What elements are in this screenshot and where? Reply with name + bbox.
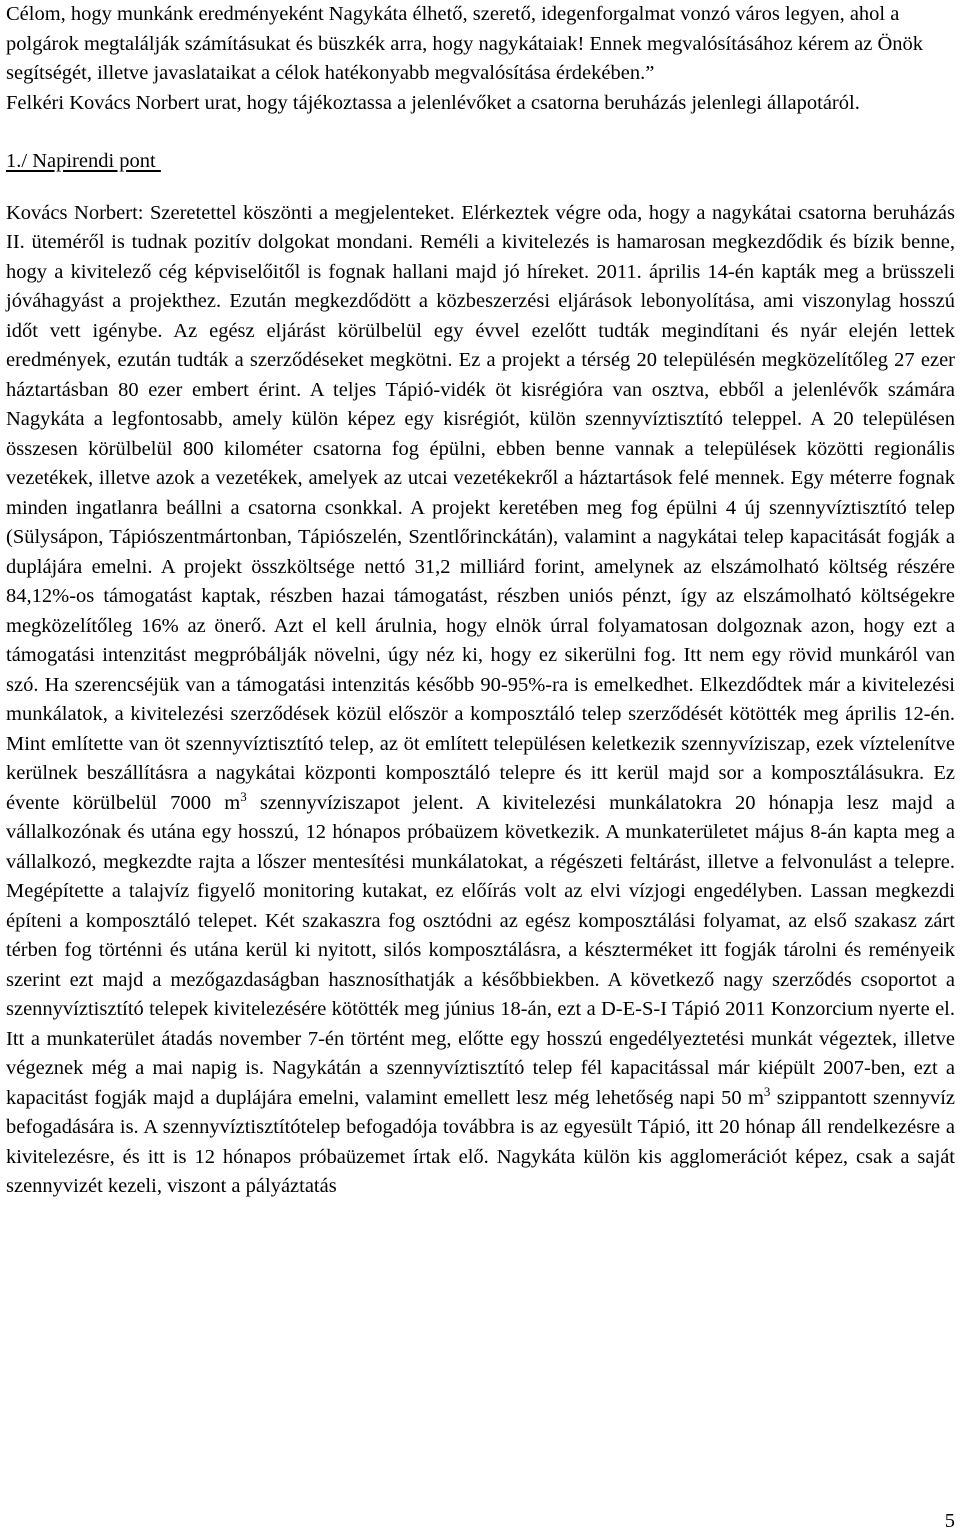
agenda-item-body — [6, 199, 955, 1202]
intro-paragraph-quote: Célom, hogy munkánk eredményeként Nagykáta élhető, szerető, idegenforgalmat vonzó város legyen, ahol a polgárok megtalálják számításukat és büszkék arra, hogy nagykátaiak! Ennek megvalósításához kérem az Önök segítségét, illetve javaslataikat a célok hatékonyabb megvalósítása érdekében.” — [6, 3, 924, 84]
cubic-superscript-2: 3 — [763, 1083, 771, 1099]
body-text-part-1: Kovács Norbert: Szeretettel köszönti a megjelenteket. Elérkeztek végre oda, hogy a nagykátai csatorna beruházás II. üteméről is tudnak pozitív dolgokat mondani. Reméli a kivitelezés is hamarosan megkezdődik és bízik benne, hogy a kivitelező cég képviselőitől is fognak hallani majd jó híreket. 2011. április 14-én kapták meg a brüsszeli jóváhagyást a projekthez. Ezután megkezdődött a közbeszerzési eljárások lebonyolítása, ami viszonylag hosszú időt vett igénybe. Az egész eljárást körülbelül egy évvel ezelőtt tudták megindítani és nyár elején lettek eredmények, ezután tudták a szerződéseket megkötni. Ez a projekt a térség 20 településén megközelítőleg 27 ezer háztartásban 80 ezer embert érint. A teljes Tápió-vidék öt kisrégióra van osztva, ebből a jelenlévők számára Nagykáta a legfontosabb, amely külön képez egy kisrégiót, külön szennyvíztisztító teleppel. A 20 településen összesen körülbelül 800 kilométer csatorna fog épülni, ebben benne vannak a települések közötti regionális vezetékek, illetve azok a vezetékek, amelyek az utcai vezetékekről a háztartások felé mennek. Egy méterre fognak minden ingatlanra beállni a csatorna csonkkal. A projekt keretében meg fog épülni 4 új szennyvíztisztító telep (Sülysápon, Tápiószentmártonban, Tápiószelén, Szentlőrinckátán), valamint a nagykátai telep kapacitását fogják a duplájára emelni. A projekt összköltsége nettó 31,2 milliárd forint, amelynek az elszámolható költség részére 84,12%-os támogatást kaptak, részben hazai támogatást, részben uniós pénzt, így az elszámolható költségekre megközelítőleg 16% az önerő. Azt el kell árulnia, hogy elnök úrral folyamatosan dolgoznak azon, hogy ezt a támogatási intenzitást megpróbálják növelni, úgy néz ki, hogy ez sikerülni fog. Itt nem egy rövid munkáról van szó. Ha szerencséjük van a támogatási intenzitás később 90-95%-ra is emelkedhet. Elkezdődtek már a kivitelezési munkálatok, a kivitelezési szerződések közül először a komposztáló telep szerződését kötötték meg április 12-én. Mint említette van öt szennyvíztisztító telep, az öt említett településen keletkezik szennyvíziszap, ezek víztelenítve kerülnek beszállításra a nagykátai központi komposztáló telepre és itt kerül majd sor a komposztálásukra. Ez évente körülbelül 7000 m — [6, 201, 955, 814]
cubic-superscript-1: 3 — [240, 788, 247, 804]
document-page — [6, 0, 955, 1202]
page-number: 5 — [944, 1510, 955, 1532]
agenda-item-heading: 1./ Napirendi pont — [6, 150, 161, 172]
body-text-part-3: szippantott szennyvíz befogadására is. A szennyvíztisztítótelep befogadója továbbra is az egyesült Tápió, itt 20 hónap áll rendelkezésre a kivitelezésre, és itt is 12 hónapos próbaüzemet írtak elő. Nagykáta külön kis agglomerációt képez, csak a saját szennyvizét kezeli, viszont a pályáztatás — [6, 1086, 956, 1197]
intro-paragraph-request: Felkéri Kovács Norbert urat, hogy tájékoztassa a jelenlévőket a csatorna beruházás jelenlegi állapotáról. — [6, 91, 860, 114]
intro-block — [6, 0, 955, 118]
body-text-part-2: szennyvíziszapot jelent. A kivitelezési munkálatokra 20 hónapja lesz majd a vállalkozónak és utána egy hosszú, 12 hónapos próbaüzem következik. A munkaterületet május 8-án kapta meg a vállalkozó, megkezdte rajta a lőszer mentesítési munkálatokat, a régészeti feltárást, illetve a felvonulást a telepre. Megépítette a talajvíz figyelő monitoring kutakat, ez előírás volt az elvi vízjogi engedélyben. Lassan megkezdi építeni a komposztáló telepet. Két szakaszra fog osztódni az egész komposztálási folyamat, az első szakasz zárt térben fog történni és utána kerül ki nyitott, silós komposztálásra, a készterméket itt fogják tárolni és reményeik szerint ezt majd a mezőgazdaságban hasznosíthatják a későbbiekben. A következő nagy szerződés csoportot a szennyvíztisztító telepek kivitelezésére kötötték meg június 18-án, ezt a D-E-S-I Tápió 2011 Konzorcium nyerte el. Itt a munkaterület átadás november 7-én történt meg, előtte egy hosszú engedélyeztetési munkát végeztek, illetve végeznek még a mai napig is. Nagykátán a szennyvíztisztító telep fél kapacitással már kiépült 2007-ben, ezt a kapacitást fogják majd a duplájára emelni, valamint emellett lesz még lehetőség napi 50 m — [6, 791, 956, 1109]
